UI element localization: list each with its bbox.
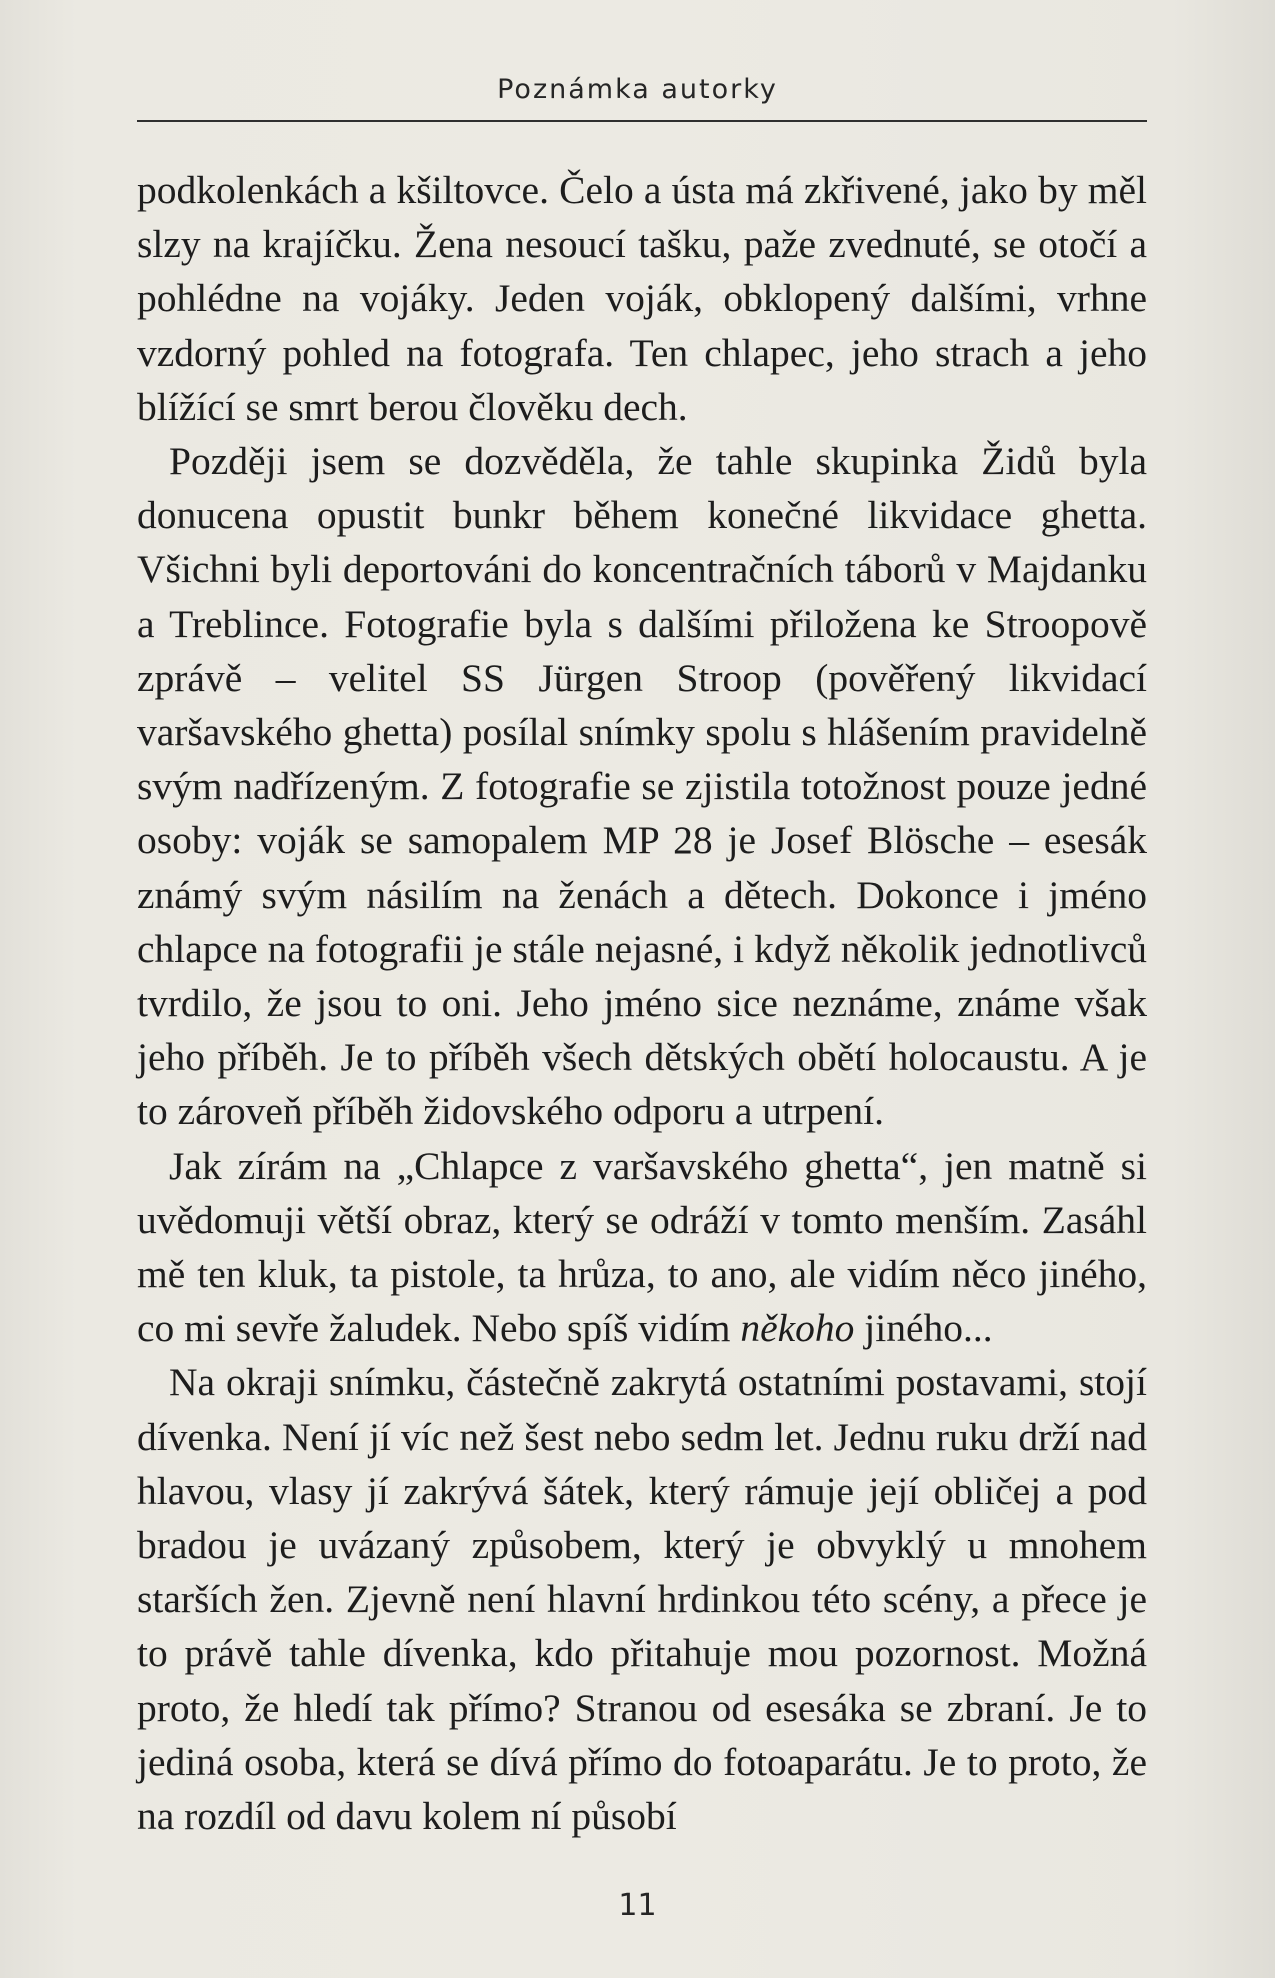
body-text	[137, 163, 1147, 1843]
paragraph-text-end: jiného...	[854, 1306, 993, 1351]
running-head: Poznámka autorky	[497, 74, 778, 105]
italic-emphasis: někoho	[740, 1306, 855, 1351]
paragraph	[137, 434, 1147, 1139]
page-number: 11	[618, 1888, 657, 1923]
paragraph-text: Později jsem se dozvěděla, že tahle skupinka Židů byla donucena opustit bunkr během konečné likvidace ghetta. Všichni byli deportováni do koncentračních táborů v Majdanku a Treblince. Fotografie byla s dalšími přiložena ke Stroopově zprávě – velitel SS Jürgen Stroop (pověřený likvidací varšavského ghetta) posílal snímky spolu s hlášením pravidelně svým nadřízeným. Z fotografie se zjistila totožnost pouze jedné osoby: voják se samopalem MP 28 je Josef Blösche – esesák známý svým násilím na ženách a dětech. Dokonce i jméno chlapce na fotografii je stále nejasné, i když několik jednotlivců tvrdilo, že jsou to oni. Jeho jméno sice neznáme, známe však jeho příběh. Je to příběh všech dětských obětí holocaustu. A je to zároveň příběh židovského odporu a utrpení.	[137, 439, 1147, 1134]
paragraph	[137, 1139, 1147, 1356]
header-rule	[137, 120, 1147, 122]
paragraph	[137, 1355, 1147, 1843]
paragraph	[137, 163, 1147, 434]
paragraph-text: Na okraji snímku, částečně zakrytá ostatními postavami, stojí dívenka. Není jí víc než šest nebo sedm let. Jednu ruku drží nad hlavou, vlasy jí zakrývá šátek, který rámuje její obličej a pod bradou je uvázaný způsobem, který je obvyklý u mnohem starších žen. Zjevně není hlavní hrdinkou této scény, a přece je to právě tahle dívenka, kdo přitahuje mou pozornost. Možná proto, že hledí tak přímo? Stranou od esesáka se zbraní. Je to jediná osoba, která se dívá přímo do fotoaparátu. Je to proto, že na rozdíl od davu kolem ní působí	[137, 1360, 1147, 1839]
paragraph-text: Jak zírám na „Chlapce z varšavského ghetta“, jen matně si uvědomuji větší obraz, který se odráží v tomto menším. Zasáhl mě ten kluk, ta pistole, ta hrůza, to ano, ale vidím něco jiného, co mi sevře žaludek. Nebo spíš vidím	[137, 1143, 1147, 1351]
paragraph-text: podkolenkách a kšiltovce. Čelo a ústa má zkřivené, jako by měl slzy na krajíčku. Žena nesoucí tašku, paže zvednuté, se otočí a pohlédne na vojáky. Jeden voják, obklopený dalšími, vrhne vzdorný pohled na fotografa. Ten chlapec, jeho strach a jeho blížící se smrt berou člověku dech.	[137, 168, 1147, 429]
